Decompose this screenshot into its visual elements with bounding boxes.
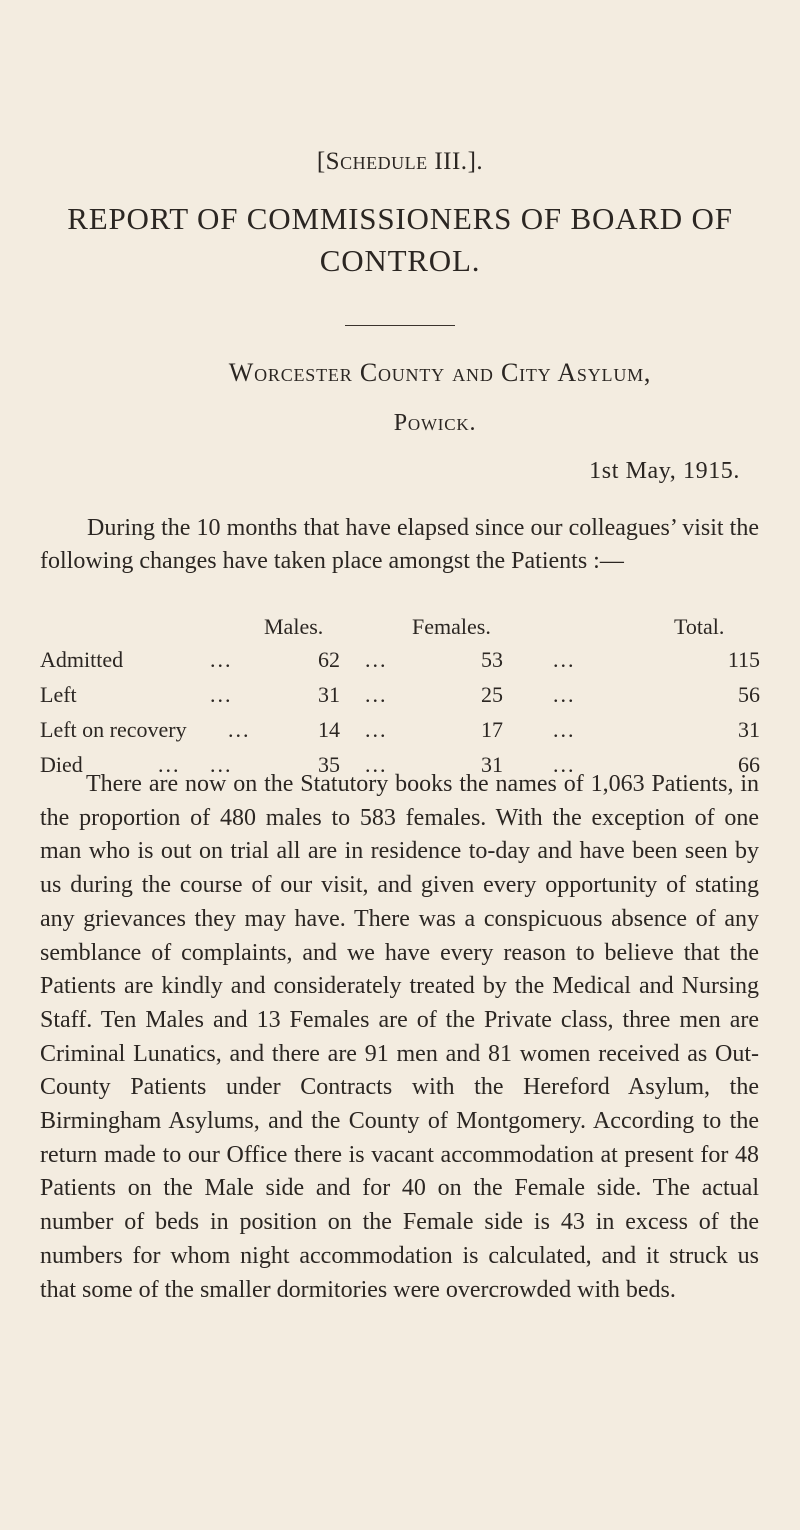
title-divider <box>345 325 455 326</box>
table-header <box>40 614 760 647</box>
dot-leader: ... <box>228 717 251 742</box>
schedule-word: Schedule <box>325 148 428 175</box>
total-value: 115 <box>727 647 760 672</box>
row-label: Left <box>40 682 77 707</box>
females-value: 31 <box>481 752 503 777</box>
females-value: 25 <box>481 682 503 707</box>
dot-leader: ... <box>553 647 576 672</box>
report-title: REPORT OF COMMISSIONERS OF BOARD OF CONTROL. <box>67 201 733 278</box>
males-value: 35 <box>318 752 340 777</box>
males-value: 14 <box>318 717 340 742</box>
patient-changes-table <box>40 614 760 787</box>
females-value: 53 <box>481 647 503 672</box>
institution-place: Powick. <box>393 410 477 436</box>
row-label: Left on recovery <box>40 717 187 742</box>
row-label: Died <box>40 752 83 777</box>
dot-leader: ... <box>365 682 388 707</box>
institution-name: Worcester County and City Asylum, <box>228 358 652 387</box>
dot-leader: ... <box>158 752 181 777</box>
dot-leader: ... <box>365 647 388 672</box>
dot-leader: ... <box>553 682 576 707</box>
dot-leader: ... <box>210 752 233 777</box>
intro-paragraph: During the 10 months that have elapsed since our colleagues’ visit the following changes have taken place amongst the Patients :— <box>40 515 759 574</box>
males-value: 62 <box>318 647 340 672</box>
schedule-number: III. <box>434 148 468 175</box>
column-header-total: Total. <box>674 614 725 639</box>
dot-leader: ... <box>365 752 388 777</box>
main-paragraph: There are now on the Statutory books the names of 1,063 Patients, in the proportion of 480 males to 583 females. With the exception of one man who is out on trial all are in residence to-day and have been seen by us during the course of our visit, and given every opportunity of stating any grievances they may have. There was a conspicuous absence of any semblance of complaints, and we have every reason to believe that the Patients are kindly and considerately treated by the Medical and Nursing Staff. Ten Males and 13 Females are of the Private class, three men are Criminal Lunatics, and there are 91 men and 81 women received as Out-County Patients under Contracts with the Hereford Asylum, the Birmingham Asylums, and the County of Montgomery. According to the return made to our Office there is vacant accommodation at present for 48 Patients on the Male side and for 40 on the Female side. The actual number of beds in position on the Female side is 43 in excess of the numbers for whom night accommodation is calculated, and it struck us that some of the smaller dormitories were overcrowded with beds. <box>40 771 759 1303</box>
total-value: 66 <box>738 752 760 777</box>
schedule-bracket-open: [ <box>316 148 326 175</box>
dot-leader: ... <box>553 752 576 777</box>
total-value: 56 <box>738 682 760 707</box>
row-label: Admitted <box>40 647 124 672</box>
dot-leader: ... <box>365 717 388 742</box>
table-row <box>40 717 760 752</box>
dot-leader: ... <box>210 647 233 672</box>
table-row <box>40 682 760 717</box>
schedule-bracket-close: ]. <box>467 148 484 175</box>
schedule-heading <box>0 148 800 176</box>
table-row <box>40 647 760 682</box>
report-date: 1st May, 1915. <box>589 458 740 484</box>
total-value: 31 <box>738 717 760 742</box>
dot-leader: ... <box>210 682 233 707</box>
column-header-males: Males. <box>264 614 324 639</box>
males-value: 31 <box>318 682 340 707</box>
column-header-females: Females. <box>412 614 491 639</box>
dot-leader: ... <box>553 717 576 742</box>
females-value: 17 <box>481 717 503 742</box>
